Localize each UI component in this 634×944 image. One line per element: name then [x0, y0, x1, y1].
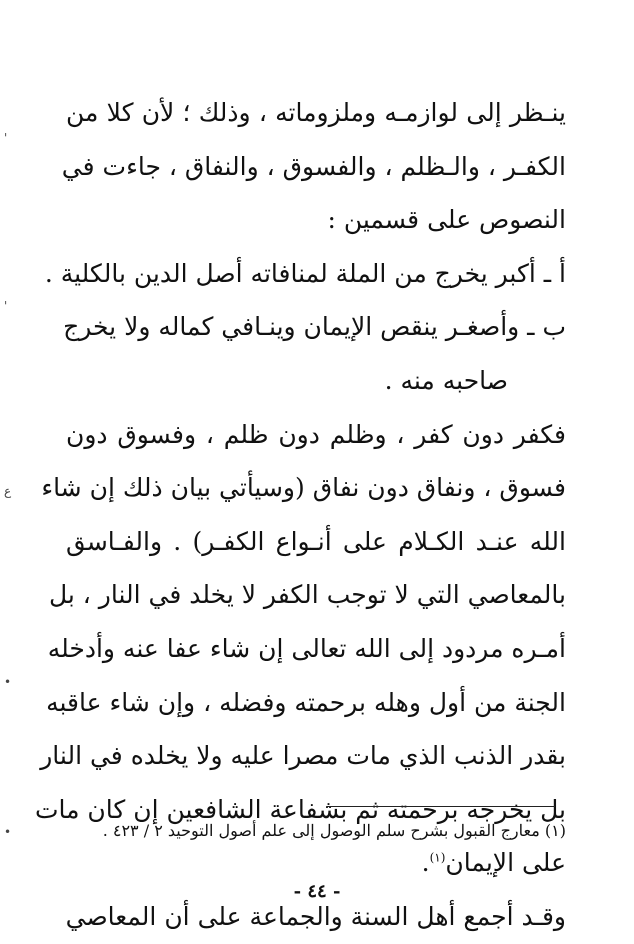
text-line: ب ـ وأصغـر ينقص الإيمان وينـافي كماله ولا يخرج: [63, 312, 566, 342]
text-line: وقـد أجمع أهل السنة والجماعة على أن المعاصي: [65, 901, 566, 931]
text-line: فسوق ، ونفاق دون نفاق (وسيأتي بيان ذلك إن شاء: [41, 473, 566, 503]
sentence-end: .: [421, 848, 430, 878]
text-line: النصوص على قسمين :: [327, 205, 566, 235]
margin-mark: ': [4, 299, 8, 313]
text-line: الكفـر ، والـظلم ، والفسوق ، والنفاق ، جاءت في: [61, 151, 566, 181]
body-text: [34, 86, 566, 944]
page-number: - ٤٤ -: [293, 881, 341, 902]
footnote-divider: [327, 806, 555, 807]
text-fragment: على الإيمان: [445, 848, 566, 878]
text-line: أ ـ أكبر يخرج من الملة لمنافاته أصل الدين بالكلية .: [44, 258, 566, 288]
text-line: أمـره مردود إلى الله تعالى إن شاء عفا عنه وأدخله: [47, 633, 566, 663]
margin-mark: •: [4, 825, 12, 839]
text-line: ينـظر إلى لوازمـه وملزوماته ، وذلك ؛ لأن كلا من: [66, 98, 566, 127]
text-line: الله عنـد الكـلام على أنـواع الكفـر) . والفـاسق: [66, 526, 566, 556]
text-line: بالمعاصي التي لا توجب الكفر لا يخلد في النار ، بل: [48, 580, 566, 610]
text-line: الجنة من أول وهله برحمته وفضله ، وإن شاء عاقبه: [46, 687, 566, 717]
margin-mark: •: [4, 675, 12, 689]
text-line: بل يخرجه برحمته ثم بشفاعة الشافعين إن كان مات: [34, 794, 566, 824]
margin-mark: ع: [4, 484, 12, 498]
margin-mark: ': [4, 131, 8, 145]
text-line: بقدر الذنب الذي مات مصرا عليه ولا يخلده في النار: [40, 741, 566, 771]
text-line: فكفر دون كفر ، وظلم دون ظلم ، وفسوق دون: [66, 419, 566, 449]
footnote: (١) معارج القبول بشرح سلم الوصول إلى علم أصول التوحيد ٢ / ٤٢٣ .: [102, 821, 566, 840]
text-line: صاحبه منه .: [384, 365, 508, 395]
footnote-reference[interactable]: (١): [429, 850, 446, 865]
